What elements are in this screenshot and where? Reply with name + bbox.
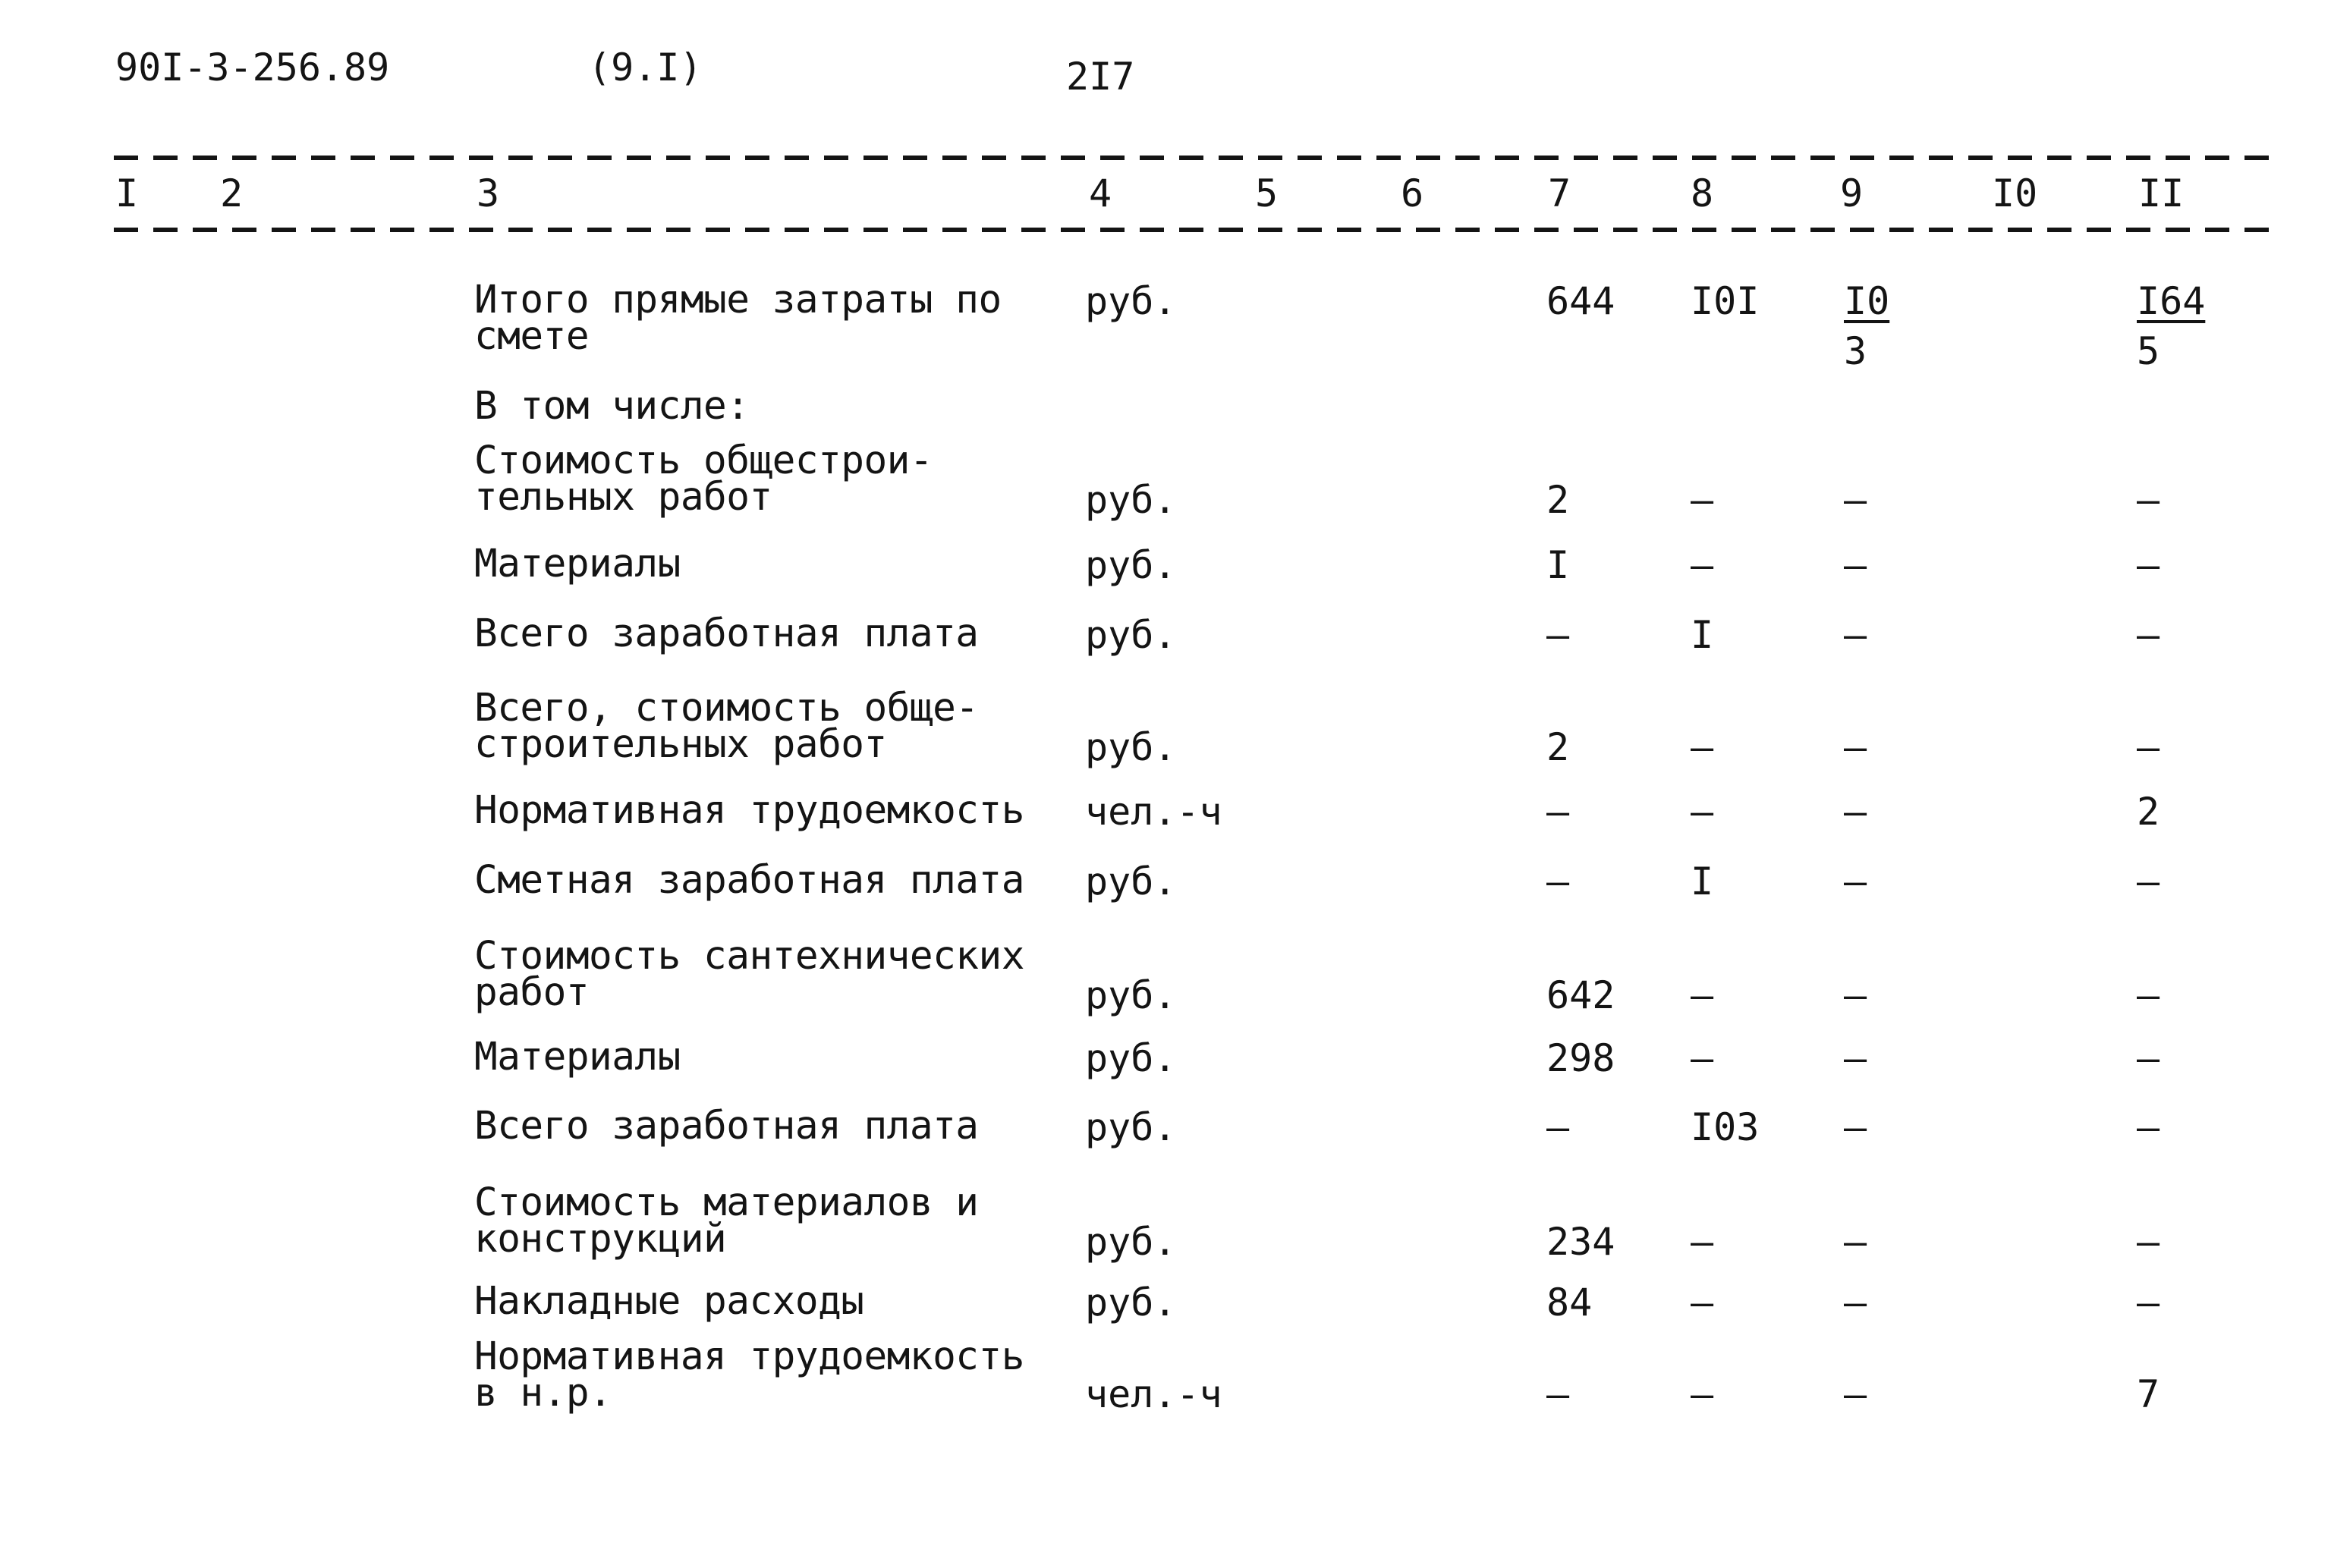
row-col9-value: – <box>1844 1036 1867 1080</box>
row-col7-value: 2 <box>1546 478 1570 522</box>
row-unit: руб. <box>1085 1036 1177 1080</box>
row-col9-value: – <box>1844 790 1867 834</box>
section-number: (9.I) <box>588 46 703 90</box>
row-unit: чел.-ч <box>1085 790 1222 834</box>
column-number: II <box>2138 171 2185 215</box>
row-col11-value: – <box>2137 1220 2160 1264</box>
row-description: Материалы <box>474 1035 681 1079</box>
row-col11-value: – <box>2137 613 2160 657</box>
row-col9-value: – <box>1844 478 1867 522</box>
row-unit: руб. <box>1085 1280 1177 1324</box>
row-col7-value: – <box>1546 1372 1570 1416</box>
row-unit: руб. <box>1085 543 1177 587</box>
row-description: Итого прямые затраты по смете <box>474 278 1002 359</box>
row-unit: руб. <box>1085 1220 1177 1264</box>
row-col9-value: – <box>1844 1105 1867 1149</box>
table-row <box>0 278 2331 373</box>
row-col8-value: – <box>1691 973 1714 1017</box>
table-header-rule <box>114 228 2269 232</box>
row-col11-value: – <box>2137 543 2160 587</box>
row-description: Всего, стоимость обще- строительных работ <box>474 686 979 767</box>
row-description: Всего заработная плата <box>474 1104 979 1149</box>
row-col8-value: – <box>1691 725 1714 769</box>
column-number: 4 <box>1089 171 1112 215</box>
column-number: I0 <box>1992 171 2038 215</box>
table-row <box>0 438 2331 522</box>
row-description: Накладные расходы <box>474 1279 864 1324</box>
row-col8-value: – <box>1691 478 1714 522</box>
row-col9-value: – <box>1844 859 1867 903</box>
table-row <box>0 1334 2331 1416</box>
row-unit: руб. <box>1085 279 1177 323</box>
row-col11-value: – <box>2137 1105 2160 1149</box>
row-description: Нормативная трудоемкость в н.р. <box>474 1334 1024 1416</box>
row-col7-value: 84 <box>1546 1280 1593 1324</box>
row-col11-fraction <box>2137 279 2206 373</box>
row-description: Материалы <box>474 542 681 586</box>
row-col9-value: – <box>1844 1372 1867 1416</box>
row-description: Стоимость материалов и конструкций <box>474 1180 979 1262</box>
row-col7-value: 2 <box>1546 725 1570 769</box>
row-unit: руб. <box>1085 725 1177 769</box>
fraction-denominator: 3 <box>1844 329 1867 373</box>
row-col7-value: 642 <box>1546 973 1615 1017</box>
row-col9-value: – <box>1844 1280 1867 1324</box>
table-row <box>0 1035 2331 1080</box>
column-number: 2 <box>220 171 244 215</box>
row-col11-value: 2 <box>2137 790 2160 834</box>
column-number: 3 <box>477 171 500 215</box>
row-col8-value: – <box>1691 1280 1714 1324</box>
row-unit: чел.-ч <box>1085 1372 1222 1416</box>
row-col7-value: – <box>1546 859 1570 903</box>
table-row <box>0 1180 2331 1264</box>
page-number: 2I7 <box>1066 55 1135 99</box>
row-description: В том числе: <box>474 384 750 429</box>
table-row <box>0 384 2331 429</box>
row-col11-value: – <box>2137 725 2160 769</box>
row-col9-value: – <box>1844 1220 1867 1264</box>
fraction-numerator: I64 <box>2137 279 2206 323</box>
fraction-numerator: I0 <box>1844 279 1890 323</box>
row-col8-value: – <box>1691 1372 1714 1416</box>
row-col7-value: I <box>1546 543 1570 587</box>
column-number: I <box>115 171 139 215</box>
row-unit: руб. <box>1085 1105 1177 1149</box>
row-col9-fraction <box>1844 279 1890 373</box>
fraction-denominator: 5 <box>2137 329 2160 373</box>
row-col8-value: I <box>1691 613 1714 657</box>
table-row <box>0 542 2331 587</box>
row-col7-value: – <box>1546 790 1570 834</box>
row-col11-value: 7 <box>2137 1372 2160 1416</box>
row-col8-value: – <box>1691 543 1714 587</box>
table-row <box>0 686 2331 769</box>
row-col7-value: 298 <box>1546 1036 1615 1080</box>
row-col7-value: – <box>1546 1105 1570 1149</box>
column-number: 5 <box>1255 171 1279 215</box>
row-description: Нормативная трудоемкость <box>474 788 1024 833</box>
table-top-rule <box>114 156 2269 160</box>
row-col8-value: – <box>1691 790 1714 834</box>
row-col8-value: I03 <box>1691 1105 1760 1149</box>
row-col7-value: – <box>1546 613 1570 657</box>
table-row <box>0 858 2331 903</box>
column-number: 6 <box>1401 171 1424 215</box>
row-col8-value: I0I <box>1691 279 1760 323</box>
row-description: Всего заработная плата <box>474 611 979 656</box>
row-col9-value: – <box>1844 973 1867 1017</box>
row-unit: руб. <box>1085 613 1177 657</box>
row-description: Сметная заработная плата <box>474 858 1024 903</box>
row-unit: руб. <box>1085 973 1177 1017</box>
row-col11-value: – <box>2137 1036 2160 1080</box>
row-col8-value: I <box>1691 859 1714 903</box>
row-description: Стоимость сантехнических работ <box>474 934 1024 1015</box>
row-col11-value: – <box>2137 478 2160 522</box>
row-unit: руб. <box>1085 478 1177 522</box>
column-number: 7 <box>1548 171 1571 215</box>
row-col8-value: – <box>1691 1220 1714 1264</box>
table-row <box>0 934 2331 1017</box>
table-row <box>0 1104 2331 1149</box>
row-col7-value: 234 <box>1546 1220 1615 1264</box>
table-row <box>0 788 2331 834</box>
table-row <box>0 611 2331 657</box>
column-number: 9 <box>1840 171 1864 215</box>
row-col9-value: – <box>1844 543 1867 587</box>
row-col8-value: – <box>1691 1036 1714 1080</box>
row-col11-value: – <box>2137 973 2160 1017</box>
row-col7-value: 644 <box>1546 279 1615 323</box>
column-number: 8 <box>1691 171 1714 215</box>
row-col9-value: – <box>1844 725 1867 769</box>
row-col11-value: – <box>2137 1280 2160 1324</box>
row-unit: руб. <box>1085 859 1177 903</box>
document-code: 90I-3-256.89 <box>115 46 390 90</box>
table-row <box>0 1279 2331 1324</box>
row-col11-value: – <box>2137 859 2160 903</box>
row-description: Стоимость общестрои- тельных работ <box>474 438 933 520</box>
row-col9-value: – <box>1844 613 1867 657</box>
